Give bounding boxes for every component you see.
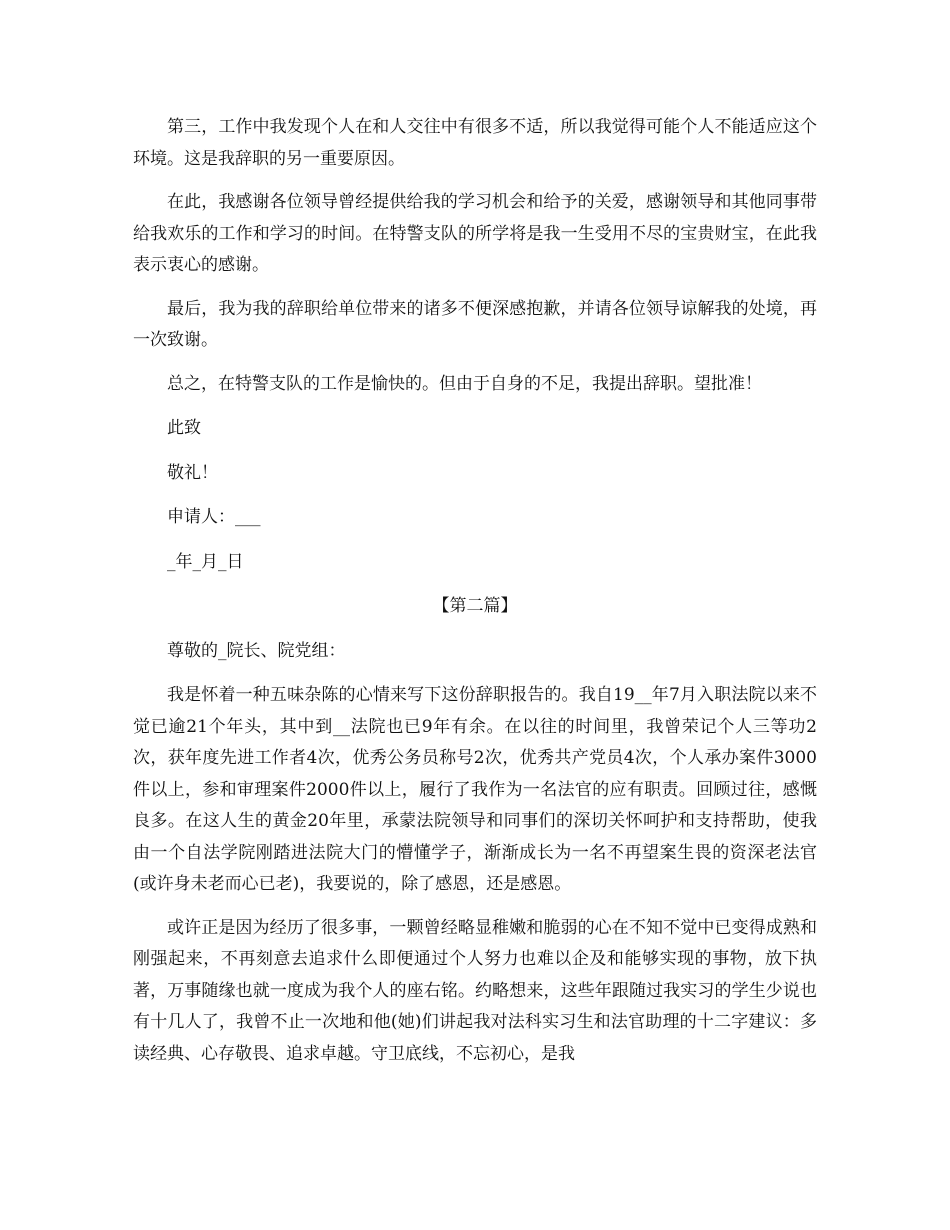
letter-greeting: 尊敬的_院长、院党组： <box>167 640 346 661</box>
document-body <box>133 112 817 1082</box>
closing-respect: 敬礼！ <box>167 462 218 483</box>
section-heading: 【第二篇】 <box>432 596 518 616</box>
date-line: _年_月_日 <box>167 551 244 572</box>
paragraph-summary: 总之，在特警支队的工作是愉快的。但由于自身的不足，我提出辞职。望批准！ <box>167 373 762 394</box>
closing-salutation: 此致 <box>167 418 201 438</box>
applicant-signature-line: 申请人：___ <box>167 507 261 527</box>
paragraph-thanks: 在此，我感谢各位领导曾经提供给我的学习机会和给予的关爱，感谢领导和其他同事带给我欢乐的工作和学习的时间。在特警支队的所学将是我一生受用不尽的宝贵财宝，在此我表示衷心的感谢。 <box>133 192 817 275</box>
paragraph-apology: 最后，我为我的辞职给单位带来的诸多不便深感抱歉，并请各位领导谅解我的处境，再一次致谢。 <box>133 298 817 350</box>
paragraph-career-review: 我是怀着一种五味杂陈的心情来写下这份辞职报告的。我自19__年7月入职法院以来不觉已逾21个年头，其中到__法院也已9年有余。在以往的时间里，我曾荣记个人三等功2次，获年度先进工作者4次，优秀公务员称号2次，优秀共产党员4次，个人承办案件3000件以上，参和审理案件2000件以上，履行了我作为一名法官的应有职责。回顾过往，感慨良多。在这人生的黄金20年里，承蒙法院领导和同事们的深切关怀呵护和支持帮助，使我由一个自法学院刚踏进法院大门的懵懂学子，渐渐成长为一名不再望案生畏的资深老法官(或许身未老而心已老)，我要说的，除了感恩，还是感恩。 <box>133 685 817 894</box>
paragraph-reflection: 或许正是因为经历了很多事，一颗曾经略显稚嫩和脆弱的心在不知不觉中已变得成熟和刚强起来，不再刻意去追求什么即便通过个人努力也难以企及和能够实现的事物，放下执著，万事随缘也就一度成为我个人的座右铭。约略想来，这些年跟随过我实习的学生少说也有十几人了，我曾不止一次地和他(她)们讲起我对法科实习生和法官助理的十二字建议：多读经典、心存敬畏、追求卓越。守卫底线，不忘初心，是我 <box>133 917 817 1064</box>
paragraph-reason-three: 第三，工作中我发现个人在和人交往中有很多不适，所以我觉得可能个人不能适应这个环境。这是我辞职的另一重要原因。 <box>133 117 817 169</box>
